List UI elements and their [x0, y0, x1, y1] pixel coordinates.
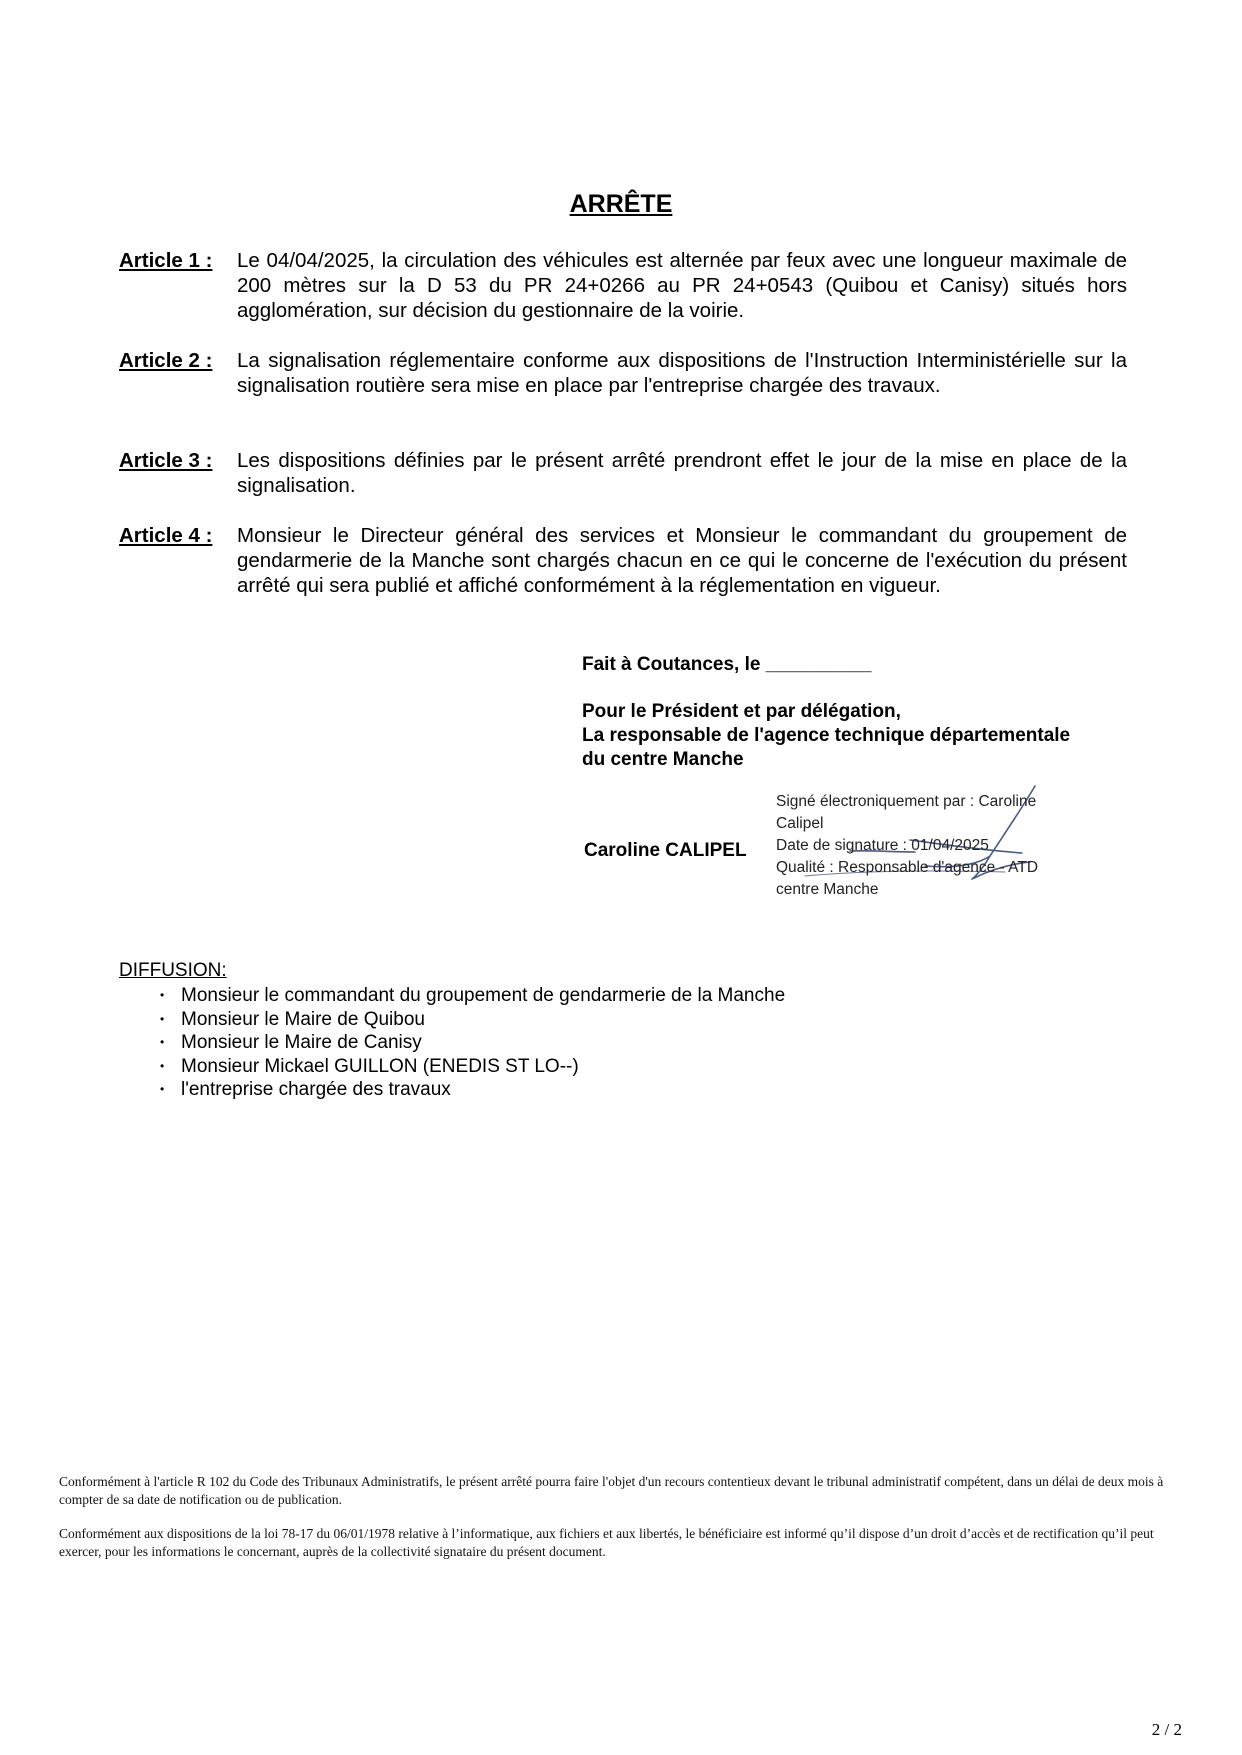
bullet-icon: •: [160, 1011, 165, 1026]
article-2: [119, 348, 1127, 398]
article-label: Article 4 :: [119, 524, 213, 547]
article-text: La signalisation réglementaire conforme aux dispositions de l'Instruction Interministérielle sur la signalisation routière sera mise en place par l'entreprise chargée des travaux.: [237, 349, 1127, 397]
article-text: Le 04/04/2025, la circulation des véhicules est alternée par feux avec une longueur maximale de 200 mètres sur la D 53 du PR 24+0266 au PR 24+0543 (Quibou et Canisy) situés hors agglomération, sur décision du gestionnaire de la voirie.: [237, 249, 1127, 322]
article-label: Article 3 :: [119, 449, 213, 472]
bullet-icon: •: [160, 1082, 165, 1096]
stamp-line: Qualité : Responsable d'agence - ATD: [776, 859, 1039, 876]
signature-place-date: Fait à Coutances, le __________: [582, 654, 872, 675]
footer-data-protection: Conformément aux dispositions de la loi 78-17 du 06/01/1978 relative à l’informatique, aux fichiers et aux libertés, le bénéficiaire est informé qu’il dispose d’un droit d’accès et de rectification qu’il peut exercer, pour les informations le concernant, auprès de la collectivité signataire du présent document.: [59, 1526, 1154, 1559]
list-item-text: Monsieur le commandant du groupement de gendarmerie de la Manche: [181, 985, 786, 1006]
list-item: [160, 1031, 785, 1055]
delegation-line: Pour le Président et par délégation,: [582, 701, 901, 722]
article-1: [119, 248, 1127, 323]
article-label: Article 2 :: [119, 349, 213, 372]
list-item: [160, 1008, 785, 1032]
diffusion-list: [160, 984, 785, 1102]
signature-delegation: [582, 700, 1070, 772]
bullet-icon: •: [160, 988, 165, 1002]
article-label: Article 1 :: [119, 249, 213, 272]
delegation-line: du centre Manche: [582, 749, 744, 770]
list-item-text: Monsieur le Maire de Quibou: [181, 1008, 425, 1030]
list-item: [160, 1055, 785, 1079]
bullet-icon: •: [160, 1058, 165, 1073]
electronic-signature-stamp: [776, 791, 1076, 901]
article-4: [119, 523, 1127, 598]
stamp-line: Signé électroniquement par : Caroline: [776, 793, 1037, 810]
footer-legal-recourse: Conformément à l'article R 102 du Code des Tribunaux Administratifs, le présent arrêté pourra faire l'objet d'un recours contentieux devant le tribunal administratif compétent, dans un délai de deux mois à compter de sa date de notification ou de publication.: [59, 1474, 1164, 1507]
list-item-text: l'entreprise chargée des travaux: [181, 1079, 451, 1100]
article-text: Monsieur le Directeur général des services et Monsieur le commandant du groupement de gendarmerie de la Manche sont chargés chacun en ce qui le concerne de l'exécution du présent arrêté qui sera publié et affiché conformément à la réglementation en vigueur.: [237, 524, 1127, 597]
stamp-line: Calipel: [776, 815, 824, 832]
delegation-line: La responsable de l'agence technique départementale: [582, 725, 1071, 746]
article-text: Les dispositions définies par le présent arrêté prendront effet le jour de la mise en place de la signalisation.: [237, 449, 1127, 497]
document-title: ARRÊTE: [569, 190, 673, 218]
diffusion-title: DIFFUSION:: [119, 960, 227, 981]
article-3: [119, 448, 1127, 498]
bullet-icon: •: [160, 1035, 165, 1049]
list-item-text: Monsieur Mickael GUILLON (ENEDIS ST LO--): [181, 1055, 579, 1077]
stamp-line: centre Manche: [776, 881, 879, 898]
list-item: [160, 1078, 785, 1102]
stamp-line: Date de signature : 01/04/2025: [776, 837, 989, 854]
list-item: [160, 984, 785, 1008]
list-item-text: Monsieur le Maire de Canisy: [181, 1032, 422, 1053]
signatory-name: Caroline CALIPEL: [584, 840, 747, 861]
page-number: 2 / 2: [1151, 1720, 1182, 1739]
